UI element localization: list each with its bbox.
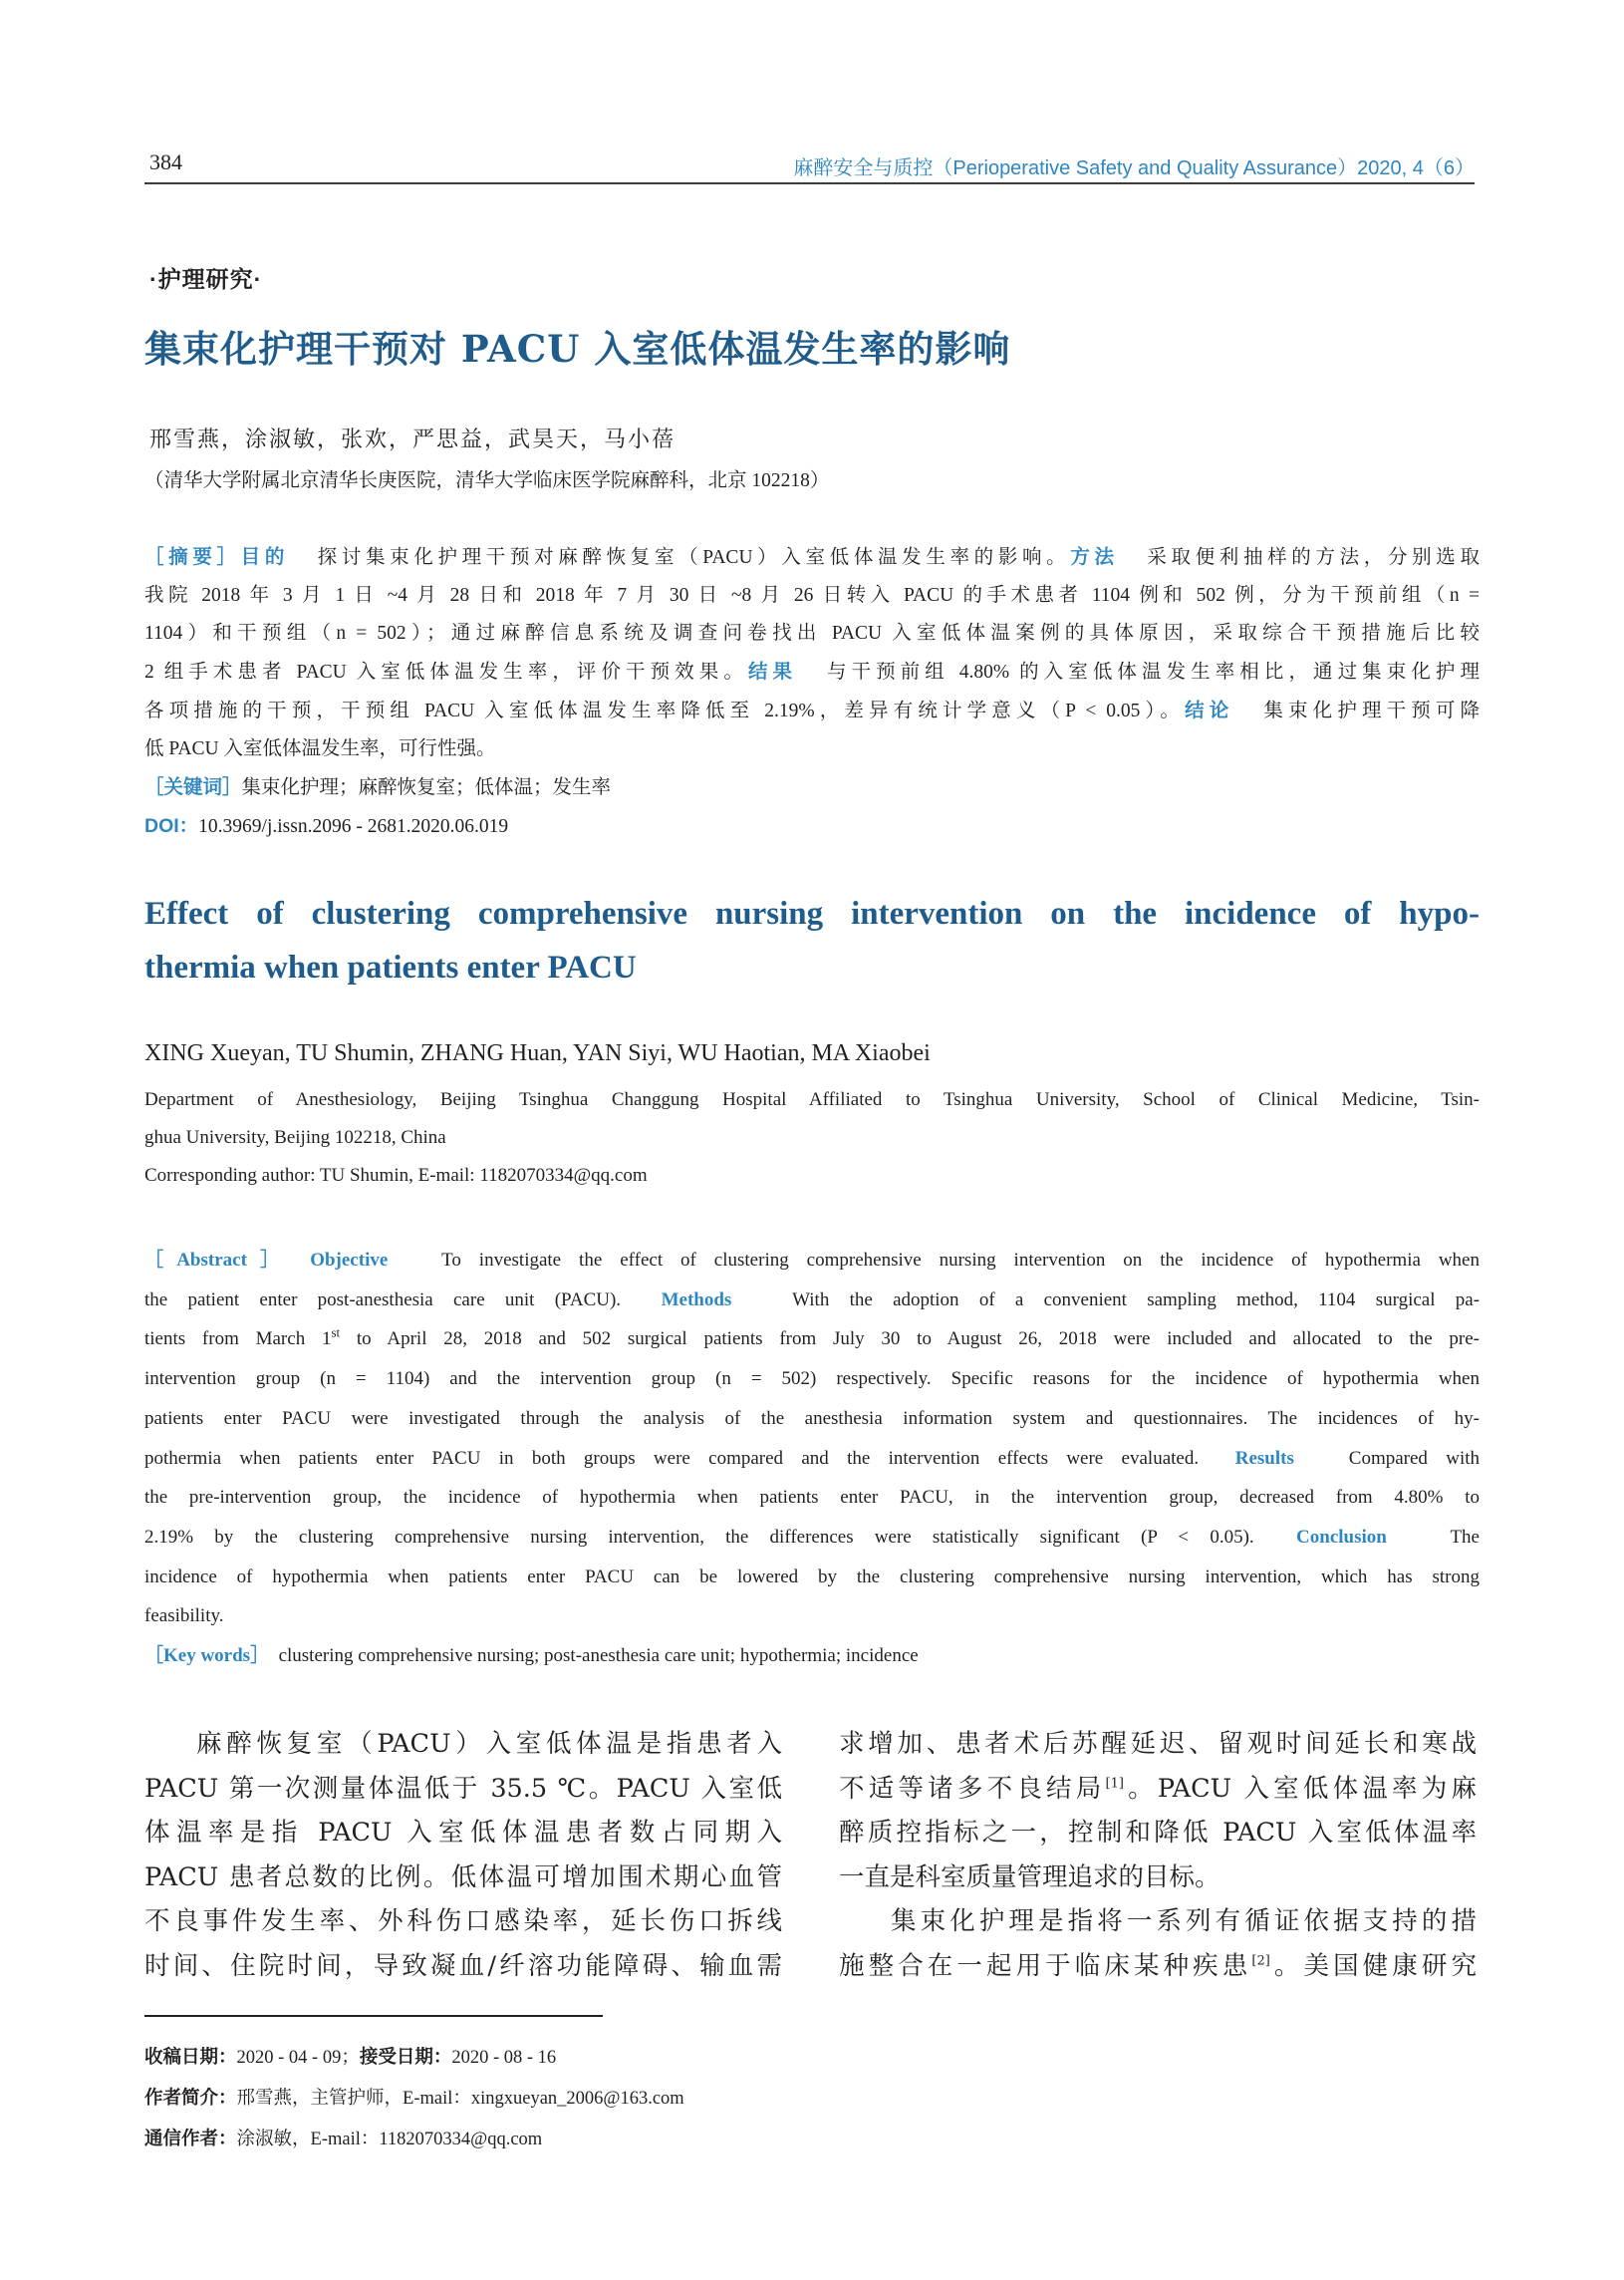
affiliation-en-line-2: ghua University, Beijing 102218, China [144, 1127, 446, 1148]
abstract-en [144, 1241, 1480, 1676]
keywords-label-cn: ［关键词］ [144, 776, 242, 798]
results-text-en: Compared with [1348, 1447, 1480, 1469]
author-bio-label: 作者简介： [144, 2087, 237, 2108]
page-number: 384 [149, 149, 182, 174]
results-text-end: 各项措施的干预，干预组 PACU 入室低体温发生率降低至 2.19%，差异有统计学意义（P < 0.05）。 [144, 701, 1186, 721]
received-dates [144, 2037, 684, 2078]
abstract-cn-line-6: 低 PACU 入室低体温发生率，可行性强。 [144, 738, 496, 759]
affiliation-en-line-1: Department of Anesthesiology, Beijing Tsinghua Changgung Hospital Affiliated to Tsinghua University, School of Clinical Medicine, Tsin- [144, 1089, 1480, 1110]
ordinal-sup: st [331, 1325, 341, 1341]
abstract-en-line-4: intervention group (n = 1104) and the intervention group (n = 502) respectively. Specific reasons for the incidence of hypothermia when [144, 1368, 1480, 1390]
methods-text-en-end: pothermia when patients enter PACU in both groups were compared and the intervention effects were evaluated. [144, 1447, 1200, 1469]
body-line: 不良事件发生率、外科伤口感染率，延长伤口拆线 [144, 1906, 782, 1936]
corresponding-author-en: Corresponding author: TU Shumin, E-mail: 1182070334@qq.com [144, 1165, 648, 1186]
keywords-cn [144, 768, 1480, 807]
citation-ref[interactable]: [1] [1105, 1776, 1124, 1791]
abstract-en-line-9: incidence of hypothermia when patients enter PACU can be lowered by the clustering comprehensive nursing intervention, which has strong [144, 1566, 1480, 1587]
objective-label: 目的 [240, 546, 290, 568]
affiliation-cn: （清华大学附属北京清华长庚医院，清华大学临床医学院麻醉科，北京 102218） [144, 470, 830, 491]
objective-text: 探讨集束化护理干预对麻醉恢复室（PACU）入室低体温发生率的影响。 [317, 547, 1071, 568]
body-line: PACU 第一次测量体温低于 35.5 ℃。PACU 入室低 [144, 1773, 782, 1804]
authors-cn: 邢雪燕，涂淑敏，张欢，严思益，武昊天，马小蓓 [149, 427, 677, 451]
abstract-en-line-8 [144, 1518, 1480, 1558]
title-en-line-1: Effect of clustering comprehensive nursing intervention on the incidence of hypo- [144, 896, 1480, 932]
conclusion-label: 结论 [1185, 700, 1234, 721]
body-line: PACU 患者总数的比例。低体温可增加围术期心血管 [144, 1861, 782, 1892]
corr-text: 涂淑敏，E-mail：1182070334@qq.com [236, 2130, 543, 2149]
body-text: 不适等诸多不良结局 [839, 1773, 1106, 1804]
doi-value: 10.3969/j.issn.2096 - 2681.2020.06.019 [198, 816, 509, 837]
results-text: 与干预前组 4.80% 的入室低体温发生率相比，通过集束化护理 [826, 662, 1480, 683]
abstract-en-line-7: the pre-intervention group, the incidence of hypothermia when patients enter PACU, in the intervention group, decreased from 4.80% to [144, 1487, 1480, 1509]
footnote-rule [144, 2015, 603, 2017]
methods-text-en-2: tients from March 1 [144, 1328, 332, 1350]
body-line: 体温率是指 PACU 入室低体温患者数占同期入 [144, 1818, 782, 1848]
authors-en: XING Xueyan, TU Shumin, ZHANG Huan, YAN Siyi, WU Haotian, MA Xiaobei [144, 1040, 931, 1066]
objective-text-en: To investigate the effect of clustering comprehensive nursing intervention on the incidence of hypothermia when [441, 1250, 1480, 1271]
results-text-en-end: 2.19% by the clustering comprehensive nursing intervention, the differences were statistically significant (P < 0.05). [144, 1526, 1254, 1548]
objective-label-en: Objective [310, 1250, 389, 1271]
abstract-cn [144, 538, 1480, 846]
objective-text-en-end: the patient enter post-anesthesia care unit (PACU). [144, 1288, 622, 1310]
citation-ref[interactable]: [2] [1251, 1953, 1270, 1968]
keywords-label-en: ［Key words］ [144, 1645, 270, 1667]
header-rule [144, 182, 1475, 184]
body-text: 。美国健康研究 [1269, 1950, 1477, 1981]
body-line: 麻醉恢复室（PACU）入室低体温是指患者入 [196, 1729, 782, 1759]
body-line: 醉质控指标之一，控制和降低 PACU 入室低体温率 [839, 1818, 1477, 1848]
abstract-cn-line-2: 我院 2018 年 3 月 1 日 ~4 月 28 日和 2018 年 7 月 30 日 ~8 月 26 日转入 PACU 的手术患者 1104 例和 502 例，分为干预前组（n = [144, 585, 1480, 606]
abstract-cn-line-3: 1104）和干预组（n = 502）；通过麻醉信息系统及调查问卷找出 PACU 入室低体温案例的具体原因，采取综合干预措施后比较 [144, 623, 1480, 644]
received-label: 收稿日期： [144, 2046, 237, 2067]
abstract-en-line-3 [144, 1319, 1480, 1359]
article-title-cn: 集束化护理干预对 PACU 入室低体温发生率的影响 [144, 327, 1011, 371]
accepted-label: 接受日期： [359, 2046, 452, 2067]
body-line: 求增加、患者术后苏醒延迟、留观时间延长和寒战 [839, 1729, 1477, 1759]
conclusion-label-en: Conclusion [1296, 1526, 1387, 1548]
body-line: 一直是科室质量管理追求的目标。 [839, 1861, 1220, 1892]
abstract-en-line-1 [144, 1241, 1480, 1281]
abstract-en-line-5: patients enter PACU were investigated through the analysis of the anesthesia information system and questionnaires. The incidences of hy- [144, 1407, 1480, 1429]
doi [144, 807, 1480, 846]
abstract-en-line-2 [144, 1281, 1480, 1320]
body-column-left [144, 1722, 782, 1988]
abstract-label-en: ［Abstract］ [144, 1250, 293, 1271]
body-text: 施整合在一起用于临床某种疾患 [839, 1950, 1252, 1981]
results-label-en: Results [1234, 1447, 1294, 1469]
title-en-line-2: thermia when patients enter PACU [144, 950, 637, 986]
body-text: 。PACU 入室低体温率为麻 [1123, 1773, 1477, 1804]
abstract-label: ［摘要］ [144, 546, 241, 568]
corresponding-author [144, 2119, 684, 2159]
conclusion-text-en: The [1450, 1526, 1480, 1548]
keywords-en [144, 1636, 1480, 1676]
abstract-en-line-6 [144, 1439, 1480, 1479]
methods-text-en-3: to April 28, 2018 and 502 surgical patients from July 30 to August 26, 2018 were included and allocated to the pre- [340, 1328, 1480, 1350]
body-line [839, 1767, 1477, 1812]
author-bio [144, 2078, 684, 2119]
methods-text-end: 2 组手术患者 PACU 入室低体温发生率，评价干预效果。 [144, 662, 748, 683]
affiliation-en [144, 1081, 1480, 1195]
corr-label: 通信作者： [144, 2128, 237, 2148]
abstract-cn-line-5 [144, 692, 1480, 730]
article-title-en [144, 887, 1480, 995]
methods-label-en: Methods [661, 1288, 732, 1310]
results-label: 结果 [747, 661, 798, 683]
doi-label: DOI： [144, 815, 199, 837]
methods-text: 采取便利抽样的方法，分别选取 [1147, 547, 1480, 568]
keywords-cn-text: 集束化护理；麻醉恢复室；低体温；发生率 [241, 777, 612, 798]
section-label: ·护理研究· [149, 266, 263, 292]
body-column-right [839, 1722, 1477, 1988]
abstract-cn-line-4 [144, 653, 1480, 692]
journal-header: 麻醉安全与质控（Perioperative Safety and Quality Assurance）2020, 4（6） [793, 157, 1475, 179]
methods-label: 方法 [1070, 546, 1119, 568]
footnotes [144, 2037, 684, 2159]
accepted-date: 2020 - 08 - 16 [451, 2048, 557, 2068]
abstract-en-line-10: feasibility. [144, 1605, 224, 1627]
author-bio-text: 邢雪燕，主管护师，E-mail：xingxueyan_2006@163.com [236, 2089, 684, 2109]
received-date: 2020 - 04 - 09； [236, 2048, 360, 2068]
conclusion-text: 集束化护理干预可降 [1263, 701, 1480, 721]
body-line: 集束化护理是指将一系列有循证依据支持的措 [891, 1906, 1477, 1936]
body-line: 时间、住院时间，导致凝血/纤溶功能障碍、输血需 [144, 1950, 782, 1981]
methods-text-en: With the adoption of a convenient sampling method, 1104 surgical pa- [792, 1288, 1481, 1310]
abstract-cn-line-1 [144, 538, 1480, 577]
body-line [839, 1944, 1477, 1989]
keywords-en-text: clustering comprehensive nursing; post-anesthesia care unit; hypothermia; incidence [278, 1645, 919, 1667]
